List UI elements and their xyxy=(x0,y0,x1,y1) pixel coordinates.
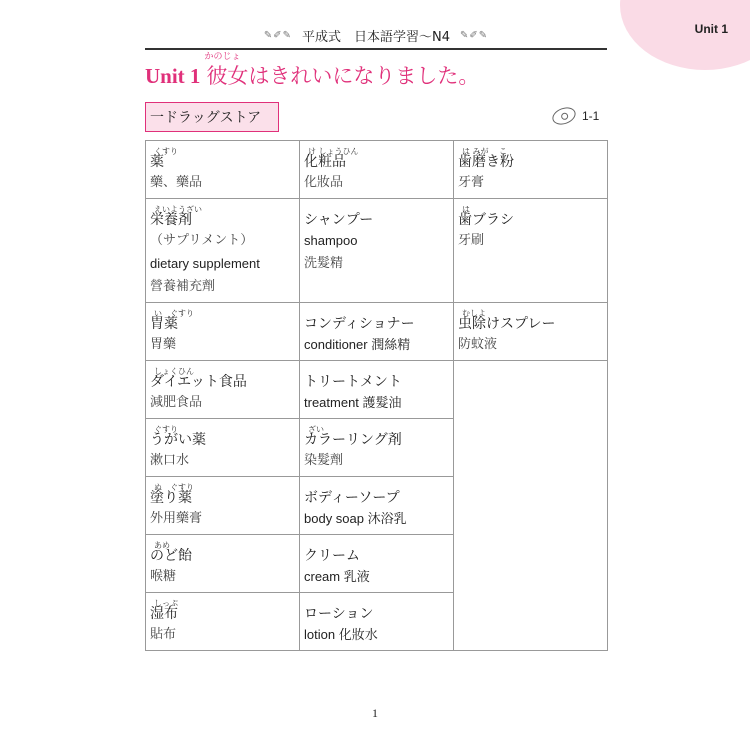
word-text: ボディーソープ xyxy=(304,490,400,506)
furigana: け しょうひん xyxy=(308,147,359,156)
word-text: クリーム xyxy=(304,548,360,564)
vocab-cell xyxy=(146,361,300,419)
word-text: コンディショナー xyxy=(304,316,415,332)
translation: 貼布 xyxy=(150,627,177,642)
english-term: conditioner 潤絲精 xyxy=(304,337,411,352)
unit-title-base: 彼女 xyxy=(206,64,249,88)
furigana: むしよ xyxy=(462,309,486,318)
vocab-cell xyxy=(454,199,608,303)
vocab-word xyxy=(304,595,447,623)
table-row xyxy=(146,141,608,199)
table-row xyxy=(146,303,608,361)
vocab-word xyxy=(150,537,293,565)
vocab-word xyxy=(150,305,293,333)
vocab-word xyxy=(458,201,601,229)
vocab-cell xyxy=(146,535,300,593)
word-text: 湿布 xyxy=(150,606,178,622)
translation: 牙膏 xyxy=(458,175,485,190)
vocab-cell xyxy=(146,303,300,361)
vocab-cell xyxy=(146,593,300,651)
translation: 胃藥 xyxy=(150,337,177,352)
running-header xyxy=(145,26,607,45)
word-text: 歯ブラシ xyxy=(458,212,514,228)
unit-title-rest: はきれいになりました。 xyxy=(248,64,480,88)
unit-title xyxy=(145,52,615,90)
unit-title-ruby-word xyxy=(204,52,249,90)
unit-number: Unit 1 xyxy=(145,64,201,88)
word-text: 塗り薬 xyxy=(150,490,192,506)
translation: 防蚊液 xyxy=(458,337,498,352)
vocab-word xyxy=(304,201,447,229)
word-text: カラーリング剤 xyxy=(304,432,402,448)
translation: 漱口水 xyxy=(150,453,190,468)
furigana: くすり xyxy=(154,147,178,156)
vocab-cell xyxy=(146,199,300,303)
table-row xyxy=(146,199,608,303)
word-text: ローション xyxy=(304,606,374,622)
english-term: lotion 化妝水 xyxy=(304,627,378,642)
word-text: シャンプー xyxy=(304,212,374,228)
vocab-cell xyxy=(146,477,300,535)
translation: 減肥食品 xyxy=(150,395,203,410)
english-term: body soap 沐浴乳 xyxy=(304,511,407,526)
vocab-cell xyxy=(454,141,608,199)
section-heading: 一ドラッグストア xyxy=(145,102,279,132)
word-text: トリートメント xyxy=(304,374,402,390)
word-text: 胃薬 xyxy=(150,316,178,332)
translation: （サプリメント） xyxy=(150,233,254,248)
furigana: しょくひん xyxy=(154,367,194,376)
vocab-word xyxy=(304,363,447,391)
vocab-word xyxy=(304,143,447,171)
vocab-word xyxy=(304,479,447,507)
vocab-cell xyxy=(300,419,454,477)
word-text: 栄養剤 xyxy=(150,212,192,228)
cd-icon xyxy=(550,104,578,127)
vocab-word xyxy=(458,143,601,171)
word-text: 虫除けスプレー xyxy=(458,316,556,332)
furigana: ぐすり xyxy=(154,425,178,434)
word-text: ダイエット食品 xyxy=(150,374,247,390)
vocab-word xyxy=(304,537,447,565)
english-term: dietary supplement xyxy=(150,256,260,271)
furigana: い ぐすり xyxy=(154,309,194,318)
word-text: 化粧品 xyxy=(304,154,346,170)
furigana: しっぷ xyxy=(154,599,178,608)
audio-track[interactable] xyxy=(552,108,599,124)
translation: 化妝品 xyxy=(304,175,344,190)
furigana: ぬ ぐすり xyxy=(154,483,194,492)
vocab-word xyxy=(150,595,293,623)
vocab-cell xyxy=(300,535,454,593)
vocab-word xyxy=(304,305,447,333)
word-text: のど飴 xyxy=(150,548,192,564)
translation: 喉糖 xyxy=(150,569,177,584)
word-text: 歯磨き粉 xyxy=(458,154,514,170)
unit-corner-label: Unit 1 xyxy=(694,22,728,36)
vocab-cell xyxy=(300,199,454,303)
vocab-cell xyxy=(300,303,454,361)
translation: 藥、藥品 xyxy=(150,175,203,190)
english-term: cream 乳液 xyxy=(304,569,370,584)
translation: 外用藥膏 xyxy=(150,511,203,526)
track-number: 1-1 xyxy=(582,109,600,123)
vocab-word xyxy=(150,421,293,449)
furigana: は xyxy=(462,205,470,214)
vocab-cell xyxy=(300,477,454,535)
furigana: あめ xyxy=(154,541,170,550)
vocab-word xyxy=(150,479,293,507)
english-term: treatment 護髮油 xyxy=(304,395,402,410)
word-text: うがい薬 xyxy=(150,432,206,448)
translation: 洗髮精 xyxy=(304,256,344,271)
vocab-word xyxy=(150,201,293,229)
furigana: えいようざい xyxy=(154,205,202,214)
pencil-deco-icon: ✎✐✎ xyxy=(460,30,489,41)
vocab-word xyxy=(150,363,293,391)
translation: 染髮劑 xyxy=(304,453,344,468)
book-title: 平成式 日本語学習～N4 xyxy=(302,30,450,45)
page-number: 1 xyxy=(372,706,378,720)
vocab-cell xyxy=(146,419,300,477)
unit-corner-tab xyxy=(620,0,750,70)
translation: 牙刷 xyxy=(458,233,485,248)
furigana: は みが こ xyxy=(462,147,508,156)
vocab-cell xyxy=(300,141,454,199)
vocab-cell xyxy=(146,141,300,199)
empty-cell xyxy=(454,361,608,651)
translation: 營養補充劑 xyxy=(150,279,216,294)
pencil-deco-icon: ✎✐✎ xyxy=(263,30,292,41)
vocab-word xyxy=(304,421,447,449)
vocab-cell xyxy=(454,303,608,361)
vocab-table xyxy=(145,140,608,651)
vocab-word xyxy=(458,305,601,333)
english-term: shampoo xyxy=(304,233,358,248)
furigana: かのじょ xyxy=(204,52,241,62)
word-text: 薬 xyxy=(150,154,164,170)
vocab-cell xyxy=(300,593,454,651)
table-row xyxy=(146,361,608,419)
furigana: ざい xyxy=(308,425,324,434)
vocab-cell xyxy=(300,361,454,419)
vocab-word xyxy=(150,143,293,171)
